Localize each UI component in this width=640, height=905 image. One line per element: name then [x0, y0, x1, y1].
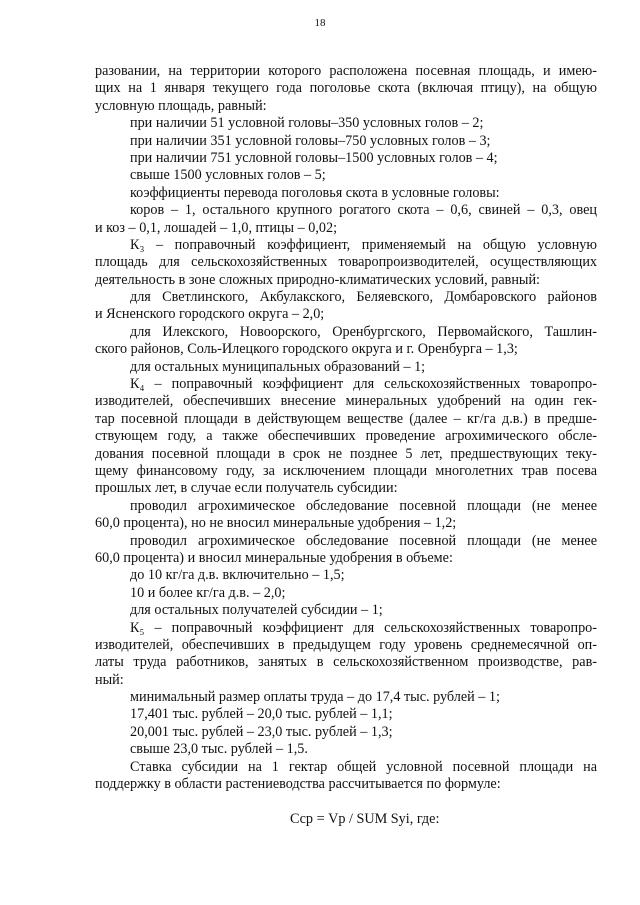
text-line: коров – 1, остального крупного рогатого скота – 0,6, свиней – 0,3, овец — [130, 202, 597, 219]
text-line: свыше 23,0 тыс. рублей – 1,5. — [130, 741, 308, 758]
text-line: 60,0 процента), но не вносил минеральные удобрения – 1,2; — [95, 515, 457, 532]
text-line: для остальных муниципальных образований – 1; — [130, 358, 426, 375]
text-line: деятельность в зоне сложных природно-климатических условий, равный: — [95, 271, 540, 288]
text-line: свыше 1500 условных голов – 5; — [130, 167, 326, 184]
text-line: изводителей, обеспечивших внесение минеральных удобрений на один гек- — [95, 393, 597, 410]
text-line: проводил агрохимическое обследование посевной площади (не менее — [130, 532, 597, 549]
text-line: К₄ – поправочный коэффициент для сельскохозяйственных товаропро- — [130, 376, 597, 393]
text-line: латы труда работников, занятых в сельскохозяйственном производстве, рав- — [95, 654, 597, 671]
text-line: коэффициенты перевода поголовья скота в условные головы: — [130, 184, 500, 201]
text-line: К₃ – поправочный коэффициент, применяемый на общую условную — [130, 236, 597, 253]
text-line: щих на 1 января текущего года поголовье скота (включая птицу), на общую — [95, 80, 597, 97]
text-line: 20,001 тыс. рублей – 23,0 тыс. рублей – 1,3; — [130, 723, 393, 740]
text-line: и коз – 0,1, лошадей – 1,0, птицы – 0,02; — [95, 219, 338, 236]
text-line: и Ясненского городского округа – 2,0; — [95, 306, 325, 323]
text-line: при наличии 51 условной головы–350 условных голов – 2; — [130, 115, 484, 132]
text-line: 60,0 процента) и вносил минеральные удобрения в объеме: — [95, 549, 453, 566]
text-line: Ставка субсидии на 1 гектар общей условной посевной площади на — [130, 758, 597, 775]
text-line: ный: — [95, 671, 124, 688]
text-line: для Светлинского, Акбулакского, Беляевского, Домбаровского районов — [130, 289, 597, 306]
text-line: дования посевной площади в срок не позднее 5 лет, предшествующих теку- — [95, 445, 597, 462]
page-number: 18 — [314, 17, 326, 29]
text-line: 17,401 тыс. рублей – 20,0 тыс. рублей – 1,1; — [130, 706, 393, 723]
text-line: щему финансовому году, за исключением площади многолетних трав посева — [95, 462, 597, 479]
text-line: при наличии 351 условной головы–750 условных голов – 3; — [130, 132, 491, 149]
text-line: ствующем году, а также обеспечивших проведение агрохимического обсле- — [95, 428, 597, 445]
text-line: тар посевной площади в действующем веществе (далее – кг/га д.в.) в предше- — [95, 410, 597, 427]
formula: Сср = Vр / SUM Syi, где: — [290, 811, 440, 827]
text-line: при наличии 751 условной головы–1500 условных голов – 4; — [130, 149, 498, 166]
text-line: К₅ – поправочный коэффициент для сельскохозяйственных товаропро- — [130, 619, 597, 636]
text-line: для Илекского, Новоорского, Оренбургского, Первомайского, Ташлин- — [130, 323, 597, 340]
text-line: поддержку в области растениеводства рассчитывается по формуле: — [95, 776, 501, 793]
text-line: изводителей, обеспечивших в предыдущем году уровень среднемесячной оп- — [95, 636, 597, 653]
text-line: для остальных получателей субсидии – 1; — [130, 602, 383, 619]
text-line: до 10 кг/га д.в. включительно – 1,5; — [130, 567, 345, 584]
text-line: условную площадь, равный: — [95, 97, 267, 114]
text-line: ского районов, Соль-Илецкого городского округа и г. Оренбурга – 1,3; — [95, 341, 518, 358]
document-body — [95, 63, 597, 793]
text-line: разовании, на территории которого расположена посевная площадь, и имею- — [95, 63, 597, 79]
text-line: прошлых лет, в случае если получатель субсидии: — [95, 480, 398, 497]
text-line: проводил агрохимическое обследование посевной площади (не менее — [130, 497, 597, 514]
text-line: площадь для сельскохозяйственных товаропроизводителей, осуществляющих — [95, 254, 597, 271]
text-line: 10 и более кг/га д.в. – 2,0; — [130, 584, 286, 601]
text-line: минимальный размер оплаты труда – до 17,4 тыс. рублей – 1; — [130, 689, 500, 706]
